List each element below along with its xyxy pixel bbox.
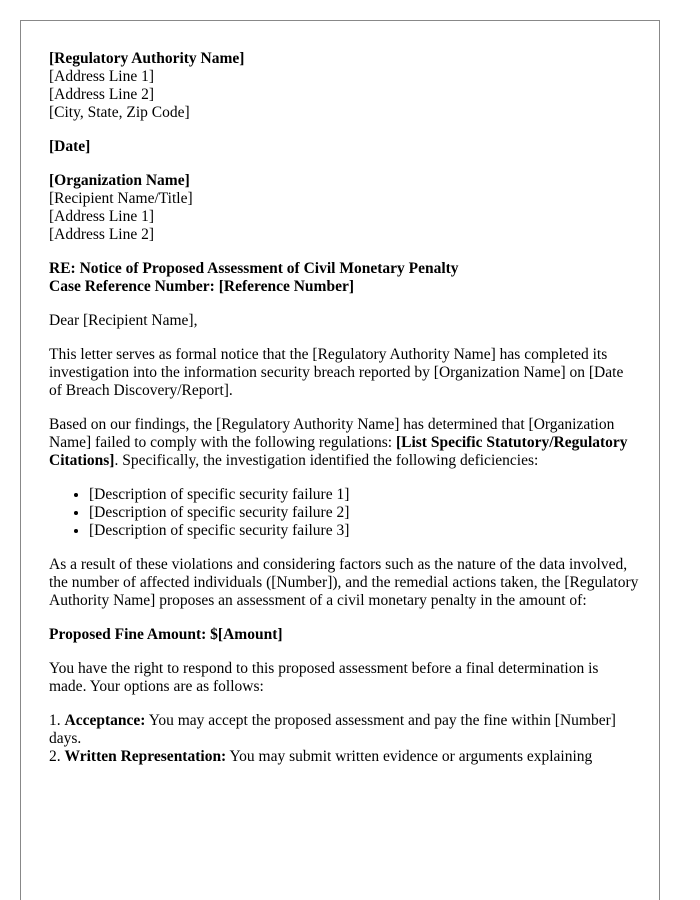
option-label: Acceptance:	[64, 712, 146, 729]
option-number: 2.	[49, 748, 65, 765]
recipient-name-title: [Recipient Name/Title]	[49, 190, 193, 207]
deficiency-item: • [Description of specific security failure 1]	[89, 486, 639, 504]
deficiency-item: • [Description of specific security failure 3]	[89, 522, 639, 540]
option-written-representation	[49, 748, 639, 766]
paragraph-notice: This letter serves as formal notice that the [Regulatory Authority Name] has completed its investigation into the information security breach reported by [Organization Name] on [Date of Breach Discovery/Report].	[49, 346, 624, 399]
proposed-fine-amount: Proposed Fine Amount: $[Amount]	[49, 626, 283, 643]
sender-authority-name: [Regulatory Authority Name]	[49, 50, 245, 67]
deficiency-item: • [Description of specific security failure 2]	[89, 504, 639, 522]
recipient-address-block	[49, 172, 639, 244]
subject-block	[49, 260, 639, 296]
findings-intro: Based on our findings, the [Regulatory Authority Name] has determined that [Organization Name] failed to comply with the following regulations:	[49, 416, 615, 451]
salutation: Dear [Recipient Name],	[49, 312, 198, 329]
letter-page	[20, 20, 660, 900]
recipient-address-line-1: [Address Line 1]	[49, 208, 155, 225]
case-reference-number: Case Reference Number: [Reference Number]	[49, 278, 354, 295]
regulatory-citations: [List Specific Statutory/Regulatory Citations]	[49, 434, 628, 469]
letter-date: [Date]	[49, 138, 91, 155]
date-block	[49, 138, 639, 156]
findings-outro: . Specifically, the investigation identified the following deficiencies:	[114, 452, 539, 469]
option-text: You may accept the proposed assessment and pay the fine within [Number] days.	[49, 712, 616, 747]
paragraph-findings	[49, 416, 639, 470]
paragraph-penalty: As a result of these violations and considering factors such as the nature of the data involved, the number of affected individuals ([Number]), and the remedial actions taken, the [Regulatory Authority Name] proposes an assessment of a civil monetary penalty in the amount of:	[49, 556, 639, 609]
sender-address-line-1: [Address Line 1]	[49, 68, 155, 85]
letter-body	[49, 50, 639, 802]
deficiency-list	[49, 486, 639, 540]
option-number: 1.	[49, 712, 65, 729]
sender-address-line-2: [Address Line 2]	[49, 86, 155, 103]
recipient-organization-name: [Organization Name]	[49, 172, 190, 189]
option-text: You may submit written evidence or arguments explaining	[226, 748, 593, 765]
recipient-address-line-2: [Address Line 2]	[49, 226, 155, 243]
subject-re-line: RE: Notice of Proposed Assessment of Civil Monetary Penalty	[49, 260, 459, 277]
option-acceptance	[49, 712, 639, 748]
paragraph-response-rights: You have the right to respond to this proposed assessment before a final determination is made. Your options are as follows:	[49, 660, 599, 695]
response-options	[49, 712, 639, 766]
sender-address-block	[49, 50, 639, 122]
option-label: Written Representation:	[64, 748, 227, 765]
sender-city-state-zip: [City, State, Zip Code]	[49, 104, 190, 121]
